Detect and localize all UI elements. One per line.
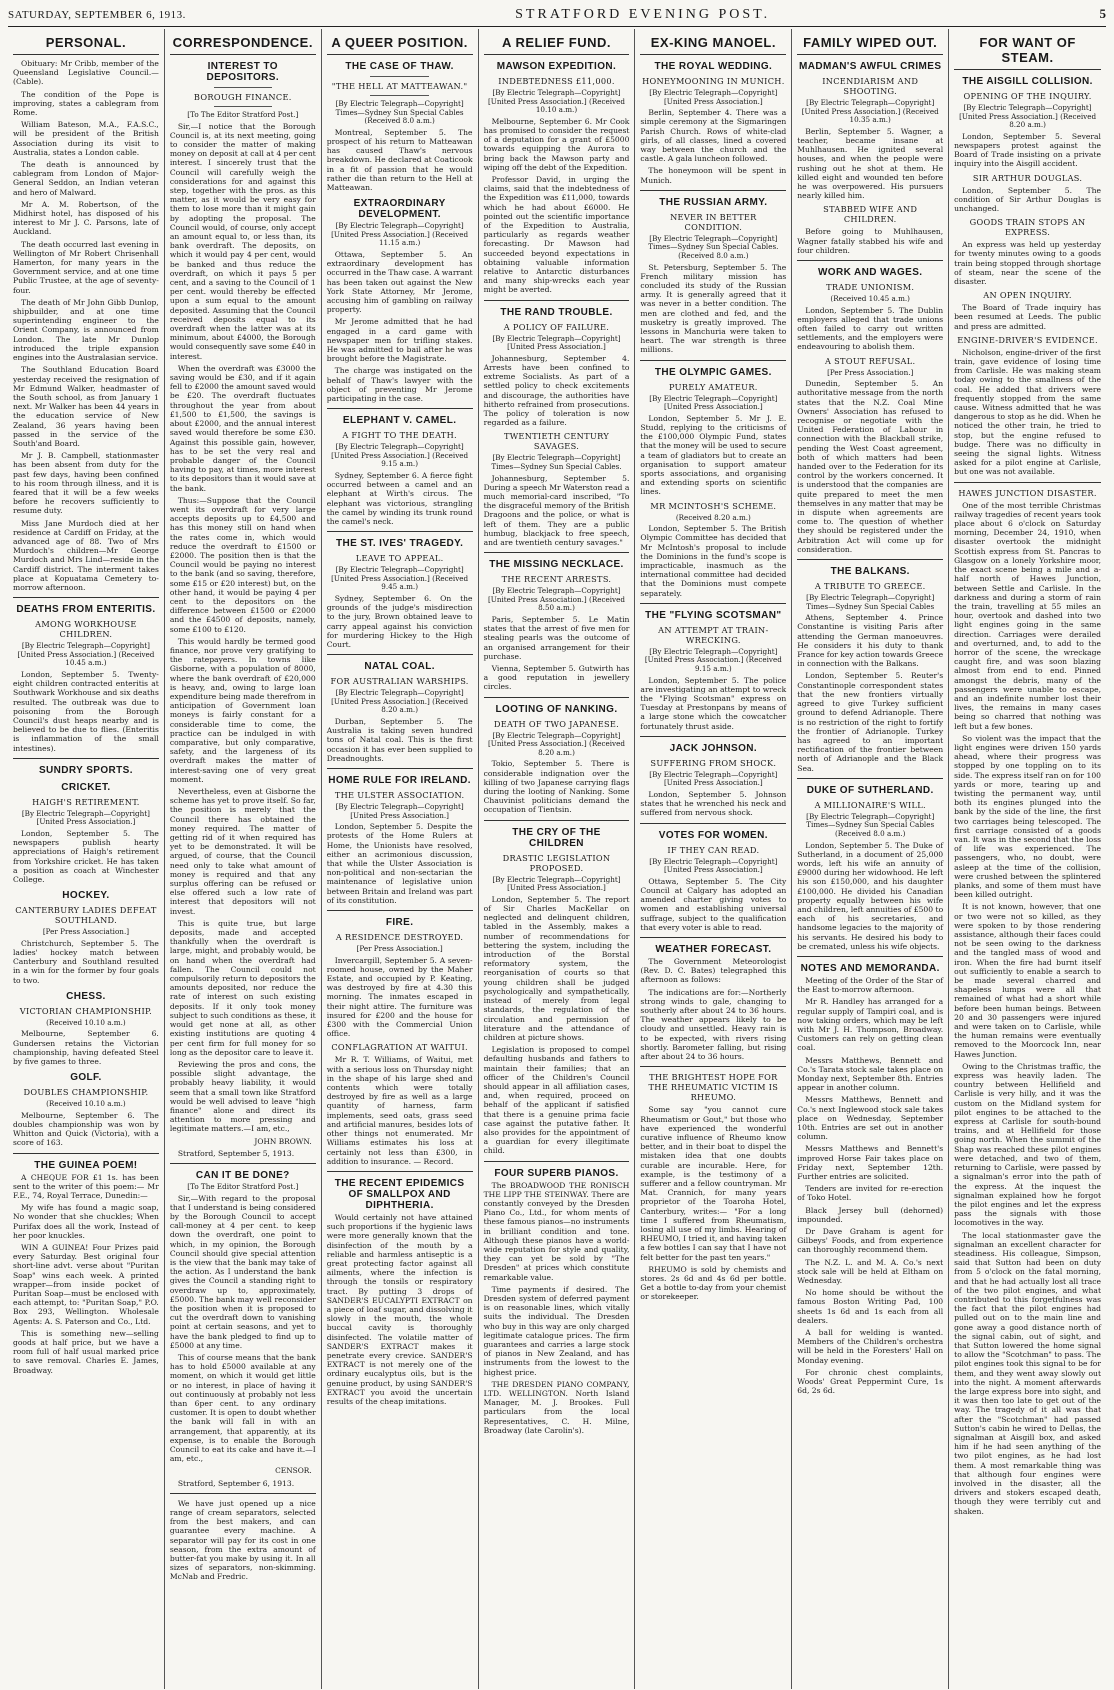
paragraph: Dunedin, September 5. An authoritative message from the north states that the N.Z. Coal Mine Owners' Association has refused to recognise or negotiate with the United Federation of Labour in connection with the Blackball strike, pending the West Coast agreement, both of which matters had been handed over to the Federation for its control by the workers concerned. It is understood that the companies are quite prepared to meet the men themselves in any matter that may be in dispute when agreements are come to. The question of whether they should be registered under the Arbitration Act will come up for consideration. (797, 379, 944, 554)
paragraph: Mr R. Handley has arranged for a regular supply of Tampiri coal, and is now taking orders, which may be left with Mr J. H. Thompson, Broadway. Customers can rely on getting clean coal. (797, 997, 944, 1053)
paragraph: William Bateson, M.A., F.A.S.C., will be president of the British Association during its visit to Australia, states a London cable. (13, 120, 159, 157)
dateline: [By Electric Telegraph—Copyright] [United Press Association.] (Received 8.20 a.m.) (331, 688, 469, 715)
paragraph: Stratford, September 5, 1913. (177, 1148, 295, 1158)
column-1 (8, 29, 165, 1689)
article-headline: THE RUSSIAN ARMY. (659, 196, 768, 208)
newspaper-title: STRATFORD EVENING POST. (515, 7, 771, 22)
article-headline: INTEREST TO DEPOSITORS. (206, 61, 280, 83)
column-headline: FOR WANT OF STEAM. (954, 29, 1101, 70)
paragraph: Ottawa, September 5. The City Council at Calgary has adopted an amended charter giving votes to women and establishing universal suffrage, subject to the qualification that every voter is able to read. (640, 876, 787, 932)
column-3 (322, 29, 479, 1689)
article-subheadline: AN OPEN INQUIRY. (983, 290, 1072, 301)
dateline: [By Electric Telegraph—Copyright] Times—Sydney Sun Special Cables (Received 8.0 a.m.) (806, 811, 935, 838)
article-subheadline: HAIGH'S RETIREMENT. (32, 796, 140, 807)
paragraph: Black Jersey bull (dehorned) impounded. (797, 1205, 944, 1224)
paragraph: Athens, September 4. Prince Constantine is visiting Paris after attending the German manoeuvres. He considers it his duty to thank France for key action towards Greece in connection with the Balkans. (797, 613, 944, 669)
dateline: [By Electric Telegraph—Copyright] [United Press Association.] (21, 808, 150, 827)
paragraph: London, September 5. The report of Sir Charles MacKellar on neglected and delinquent children, tabled in the Assembly, makes a number of recommendations for bettering the system, including the introduction of the Borstal reformatory system, the reorganisation of courts so that young children shall be judged psychologically and sympathetically, instead of merely from legal standards, the regulation of the circulation and permission of literature and the attendance of children at picture shows. (483, 894, 630, 1042)
issue-date: SATURDAY, SEPTEMBER 6, 1913. (8, 9, 186, 21)
paragraph: London, September 5. Mr J. E. Studd, replying to the criticisms of the £100,000 Olympic Fund, states that the money will be used to secure a team of gladiators but to create an organisation to support amateur sports associations, and organising and extending sports on scientific lines. (640, 413, 787, 497)
article-headline: VOTES FOR WOMEN. (658, 829, 768, 841)
divider (640, 937, 786, 938)
dateline: [By Electric Telegraph—Copyright] [United Press Association.] (Received 8.50 a.m.) (487, 586, 625, 613)
article-headline: THE CASE OF THAW. (345, 61, 454, 72)
article-headline: NOTES AND MEMORANDA. (800, 962, 940, 974)
article-subheadline: PURELY AMATEUR. (669, 381, 758, 392)
dateline: [By Electric Telegraph—Copyright] [United Press Association.] (649, 856, 778, 875)
paragraph: This would hardly be termed good finance, nor prove very gratifying to the ratepayers. In towns like Gisborne, with a population of 8000, where the bank overdraft of £20,000 is heavy, and, owing to large loan expenditure being made therefrom in anticipation of Government loan moneys is fairly constant for a considerable time to come, the practice can be indulged in with comparative, but only comparative, safety, and the largeness of its overdraft makes the matter of interest-saving one of very great moment. (169, 636, 316, 784)
paragraph: London, September 5. The Dublin employers alleged that trade unions often failed to carry out written settlements, and the employers were endeavouring to abolish them. (797, 305, 944, 352)
paragraph: For chronic chest complaints, Woods' Great Peppermint Cure, 1s 6d, 2s 6d. (797, 1367, 944, 1396)
dateline: [To The Editor Stratford Post.] (187, 1181, 299, 1191)
article-headline: THE AISGILL COLLISION. (962, 76, 1093, 87)
paragraph: A ball for welding is wanted. Members of the Children's orchestra will be held in the Foresters' Hall on Monday evening. (797, 1328, 944, 1365)
paragraph: The charge was instigated on the behalf of Thaw's lawyer with the object of preventing Mr Jerome participating in the case. (326, 366, 473, 404)
paragraph: The honeymoon will be spent in Munich. (640, 166, 787, 185)
paragraph: Professor David, in urging the claims, said that the indebtedness of the Expedition was £11,000, towards which he had about £6000. He pointed out the scientific importance of the Expedition to Australia, particularly as regards weather forecasting. Dr Mawson had succeeded beyond expectations in obtaining valuable information relative to Antarctic disturbances and many ship-wrecks each year might be averted. (483, 175, 630, 295)
article-headline: THE ST. IVES' TRAGEDY. (335, 538, 464, 550)
dateline: [By Electric Telegraph—Copyright] Times—Sydney Sun Special Cables. (491, 453, 622, 472)
paragraph: Ottawa, September 5. An extraordinary development has occurred in the Thaw case. A warrant has been taken out against the New York State Attorney, Mr Jerome, accusing him of gambling on railway property. (326, 249, 473, 315)
article-headline: CRICKET. (61, 781, 111, 793)
divider (797, 559, 943, 560)
page-number: 5 (1099, 6, 1106, 21)
paragraph: Tenders are invited for re-erection of Toko Hotel. (797, 1184, 944, 1203)
article-subheadline: A STOUT REFUSAL. (825, 355, 916, 366)
paragraph: Some say "you cannot cure Rheumatism or Gout," but those who have experienced the wonderful curative influence of Rheumo know better, and in their boat to dispel the mistaken idea that one doubts curable are incurable. Here, for example, is the testimony of a sufferer and a fellow countryman. Mr Mat. Crannich, for many years proprietor of the Toaroha Hotel, Canterbury, writes:— "For a long time I suffered from Rheumatism, losing all use of my limbs. Hearing of RHEUMO, I tried it, and having taken a few bottles I can say that I have not felt better for the past ten years." (640, 1105, 787, 1262)
article-headline: THE "FLYING SCOTSMAN" (645, 609, 782, 621)
paragraph: Tokio, September 5. There is considerable indignation over the killing of two Japanese carrying flags during the looting of Nanking. Some Chauvinist politicians demand the occupation of Tientsin. (483, 759, 630, 815)
article-headline: THE CRY OF THE CHILDREN (512, 826, 601, 849)
divider (484, 552, 630, 553)
article-headline: JACK JOHNSON. (669, 742, 758, 754)
short-divider (214, 87, 272, 88)
paragraph: Invercargill, September 5. A seven-roomed house, owned by the Maher Estate, and occupied by P. Keating, was destroyed by fire at 4.30 this morning. The inmates escaped in their night attire. The furniture was insured for £200 and the house for £300 with the Commercial Union office. (326, 955, 473, 1039)
paragraph: The indications are for:—Northerly strong winds to gale, changing to southerly after about 24 to 36 hours. The weather appears likely to be cloudy and unsettled. Heavy rain is to be expected, with rivers rising shortly. Barometer falling, but rising after about 24 to 36 hours. (640, 987, 787, 1062)
paragraph: The local stationmaster gave the signalman an excellent character for steadiness. His colleague, Simpson, said that Sutton had been on duty from 5 o'clock on the fatal morning, and that he had actually lost all trace of the two pilot engines, and what contributed to this forgetfulness was the fact that the pilot engines had pulled out on to the main line and gone away a good distance north of the signal cabin, out of sight, and that Sutton lowered the home signal to allow the "Scotchman" to pass. The pilot engines took this signal to be for them, and they went away slowly out into the night. A moment afterwards the large express bore into sight, and it was then too late to get out of the way. The tragedy of it all was that after the "Scotchman" had passed Sutton's cabin he wired to Dellas, the signalman at Aisgill box, and asked him if he had seen anything of the two pilot engines, as he had lost them. A most remarkable thing was that although four engines were involved in the disaster, all the drivers and stokers escaped death, though they were terribly cut and shaken. (954, 1230, 1101, 1516)
article-headline: THE MISSING NECKLACE. (489, 559, 624, 571)
short-divider (370, 76, 428, 77)
paragraph: WIN A GUINEA! Four Prizes paid every Saturday. Best original four short-line advt. verse about "Puritan Soap" wins each week. A printed wrapper—from inside pocket of Puritan Soap—must be enclosed with each attempt, to: "Puritan Soap," P.O. Box 293, Wellington. Wholesale Agents: A. S. Paterson and Co., Ltd. (13, 1243, 159, 1326)
article-headline: WEATHER FORECAST. (655, 944, 772, 956)
dateline: [By Electric Telegraph—Copyright] [United Press Association.] (Received 10.10 a.m.) (487, 88, 625, 115)
column-headline: FAMILY WIPED OUT. (797, 29, 943, 55)
divider (484, 300, 630, 301)
article-subheadline: CANTERBURY LADIES DEFEAT SOUTHLAND. (15, 905, 157, 926)
article-subheadline: TWENTIETH CENTURY SAVAGES. (503, 431, 610, 452)
paragraph: Melbourne, September 6. Gundersen retains the Victorian championship, having defeated Steel by five games to three. (13, 1029, 159, 1066)
paragraph: Durban, September 5. The Australia is taking seven hundred tons of Natal coal. This is the first occasion it has ever been supplied to Dreadnoughts. (326, 717, 473, 763)
paragraph: The Government Meteorologist (Rev. D. C. Bates) telegraphed this afternoon as follows: (640, 957, 787, 985)
dateline: [By Electric Telegraph—Copyright] [United Press Association.] (Received 9.15 a.m.) (331, 442, 469, 469)
paragraph: London, September 5. Several newspapers protest against the Board of Trade insisting on a private inquiry into the Aisgill accident. (954, 131, 1101, 169)
article-subheadline: STABBED WIFE AND CHILDREN. (823, 204, 918, 225)
article-subheadline: AMONG WORKHOUSE CHILDREN. (35, 619, 137, 640)
divider (327, 408, 473, 409)
paragraph: THE DRESDEN PIANO COMPANY, LTD. WELLINGTON. North Island Manager, M. J. Brookes. Full particulars from the local Representatives, C. H. Milne, Broadway (late Carolin's). (483, 1379, 630, 1435)
divider (640, 603, 786, 604)
paragraph: Mr R. T. Williams, of Waitui, met with a serious loss on Thursday night in the shape of his large shed and contents which were totally destroyed by fire as well as a large quantity of harness, farm implements, seed oats, grass seed and artificial manures, besides lots of other things not enumerated. Mr Williams estimates his loss at certainly not less than £300, in addition to insurance. — Record. (326, 1055, 473, 1166)
divider (640, 1066, 786, 1067)
article-headline: FIRE. (385, 917, 414, 929)
paragraph: Messrs Matthews, Bennett and Co.'s Tarata stock sale takes place on Monday next, September 8th. Entries appear in another column. (797, 1055, 944, 1093)
paragraph: Would certainly not have attained such proportions if the hygienic laws were more generally known that the disinfection of the mouth by a reliable and harmless antiseptic is a great protecting factor against all ailments, where the infection is through the tonsils or respiratory tract. By putting 3 drops of SANDER'S EUCALYPTI EXTRACT on a piece of loaf sugar, and dissolving it slowly in the mouth, the whole buccal cavity is thoroughly disinfected. The volatile matter of SANDER'S EXTRACT makes it penetrate every crevice. SANDER'S EXTRACT is not merely one of the ordinary eucalyptus oils, but is the genuine product, by using SANDER'S EXTRACT you avoid the uncertain results of the cheap imitations. (326, 1212, 473, 1406)
article-headline: THE BALKANS. (830, 566, 910, 578)
short-divider (214, 106, 272, 107)
paragraph: London, September 5. The British Olympic Committee has decided that Mr McIntosh's proposal to include the Dominions in the fund's scope is impracticable, inasmuch as the international committee had decided that the Dominions must compete separately. (640, 524, 787, 598)
article-subheadline: LEAVE TO APPEAL. (355, 553, 444, 564)
paragraph: Berlin, September 5. Wagner, a teacher, became insane at Muhlhausen. He ignited several houses, and when the people were rushing out he shot at them. He killed eight and wounded ten before he was overpowered. His pursuers nearly killed him. (797, 126, 944, 201)
paragraph: Christchurch, September 5. The ladies' hockey match between Canterbury and Southland resulted in a win for the former by four goals to two. (13, 938, 159, 985)
divider (327, 910, 473, 911)
columns-container (8, 29, 1106, 1689)
paragraph: London, September 5. Twenty-eight children contracted enteritis at Southwark Workhouse and six deaths resulted. The outbreak was due to poisoning from the Borough Council's dust heaps nearby and is believed to be due to flies. (Enteritis is inflammation of the small intestines). (13, 669, 159, 753)
article-subheadline: DOUBLES CHAMPIONSHIP. (23, 1087, 149, 1098)
paragraph: London, September 5. Despite the protests of the Home Rulers at Home, the Unionists have resolved, either an acrimonious discussion, that while the Ulster Association is non-political and non-sectarian the maintenance of legislative union between Britain and Ireland was part of its constitution. (326, 822, 473, 905)
dateline: [By Electric Telegraph—Copyright] Times—Sydney Sun Special Cables. (Received 8.0 a.m.) (648, 233, 779, 260)
paragraph: Mr J. B. Campbell, stationmaster has been absent from duty for the past few days, having been confined to his room through illness, and it is feared that it will be a few weeks before he recovers sufficiently to resume duty. (13, 451, 159, 516)
divider (327, 654, 473, 655)
article-subheadline: BOROUGH FINANCE. (193, 92, 292, 102)
article-subheadline: TRADE UNIONISM. (826, 282, 915, 293)
divider (797, 956, 943, 957)
paragraph: The condition of the Pope is improving, states a cablegram from Rome. (13, 89, 159, 118)
paragraph: London, September 5. The condition of Sir Arthur Douglas is unchanged. (954, 185, 1101, 213)
paragraph: It is not known, however, that one or two were not so killed, as they were spoken to by those rendering assistance, although their faces could not be seen owing to the darkness and the tangled mass of wood and iron. When the fire had burnt itself out sufficiently to enable a search to be made several charred and shapeless lumps were all that remained of what had a short while before been human beings. Between 20 and 30 passengers were injured and were taken on to Carlisle, while the human remains were eventually removed to the Moorcock Inn, near Hawes Junction. (954, 902, 1101, 1059)
article-subheadline: "THE HELL AT MATTEAWAN." (331, 81, 468, 91)
paragraph: London, September 5. Johnson states that he wrenched his neck and suffered from nervous shock. (640, 790, 787, 818)
paragraph: The death of Mr John Gibb Dunlop, shipbuilder, and at one time superintending engineer to the Orient Company, is announced from London. The late Mr Dunlop introduced the triple expansion engines into the Australasian service. (13, 297, 159, 363)
paragraph: My wife has found a magic soap, No wonder that she chuckles; When Purifax does all the work, Instead of her poor knuckles. (13, 1203, 159, 1240)
masthead (8, 6, 1106, 27)
dateline: [By Electric Telegraph—Copyright] [United Press Association.] (Received 11.15 a.m.) (331, 221, 469, 248)
divider (484, 697, 630, 698)
dateline: [By Electric Telegraph—Copyright] [United Press Association.] (649, 769, 778, 788)
column-headline: EX-KING MANOEL. (640, 29, 786, 55)
article-subheadline: AN ATTEMPT AT TRAIN-WRECKING. (658, 624, 769, 645)
paragraph: Mr A. M. Robertson, of the Midhirst hotel, has disposed of his interest to Mr J. C. Parsons, late of Auckland. (13, 199, 159, 237)
article-subheadline: FOR AUSTRALIAN WARSHIPS. (330, 676, 469, 687)
paragraph: Legislation is proposed to compel defaulting husbands and fathers to maintain their families; that an officer of the Children's Council should appear in all affiliation cases, and, when required, proceed on behalf of the applicant if satisfied that there is a genuine prima facie case against the putative father. It also provides for the appointment of a guardian for every illegitimate child. (483, 1045, 630, 1156)
dateline: [By Electric Telegraph—Copyright] Times—Sydney Sun Special Cables (Received 8.0 a.m.) (335, 99, 464, 126)
article-headline: ELEPHANT V. CAMEL. (342, 415, 457, 427)
paragraph: The Southland Education Board yesterday received the resignation of Mr Edmund Walker, headmaster of the South school, as from January 1 next. Mr Walker has been 44 years in the education service of New Zealand, 36 years having been passed in the service of the South'and Board. (13, 365, 159, 448)
paragraph: A CHEQUE FOR £1 1s. has been sent to the writer of this poem:— Mr F.E., 74, Royal Terrace, Dunedin:— (13, 1172, 159, 1201)
paragraph: Johannesburg, September 4. Arrests have been confined to extreme Socialists. As part of a settled policy to check excitements and discourage, the authorities have hitherto refrained from prosecutions. The policy of toleration is now regarded as a failure. (483, 353, 630, 428)
paragraph: London, September 5. Reuter's Constantinople correspondent states that the new frontiers virtually agreed to give Turkey sufficient ground to defend Adrianople. There is no restriction of the right to fortify the frontier of Adrianople. Turkey has agreed to an important rectification of the frontier between north of Adrianople and the Black Sea. (797, 671, 944, 773)
paragraph: This is something new—selling goods at half price, but we have a room full of half usual marked price to save removal. Charles E. James, Broadway. (13, 1328, 159, 1375)
article-subheadline: NEVER IN BETTER CONDITION. (670, 211, 757, 232)
paragraph: The death occurred last evening in Wellington of Mr Robert Chrisenhall Hamerton, for many years in the Government service, and at one time Public Trustee, at the age of seventy-four. (13, 239, 159, 295)
dateline: [By Electric Telegraph—Copyright] [United Press Association.] (335, 802, 464, 820)
article-headline: NATAL COAL. (364, 661, 435, 673)
divider (170, 1493, 316, 1494)
paragraph: This is quite true, but large deposits, made and accepted thankfully when the overdraft is large, might, and probably would, be on hand when the overdraft had fallen. The Council could not compulsorily return to depositors the amounts deposited, nor reduce the rate of interest on such existing deposits. If it only took money subject to such conditions as these, it would get none at all, as other existing institutions are quoting 4 per cent firm for full money for so long as the depositor care to leave it. (169, 918, 316, 1057)
dateline: [By Electric Telegraph—Copyright] [United Press Association.] (649, 88, 778, 106)
paragraph: London, September 5. The Duke of Sutherland, in a document of 25,000 words, left his wife an annuity of £9000 during her widowhood. He left his son £150,000, and his daughter £100,000. He divided his Canadian property equally between his wife and children, left annuities of £500 to each of his secretaries, and handsome legacies to the majority of his servants. He desired his body to be cremated, unless his wife objects. (797, 840, 944, 951)
paragraph: RHEUMO is sold by chemists and stores. 2s 6d and 4s 6d per bottle. Get a bottle to-day from your chemist or storekeeper. (640, 1264, 787, 1302)
dateline: (Received 10.45 a.m.) (830, 294, 910, 304)
paragraph: Stratford, September 6, 1913. (177, 1478, 295, 1488)
signature: CENSOR. (275, 1466, 312, 1476)
article-headline: THE RECENT EPIDEMICS OF SMALLPOX AND DIPHTHERIA. (334, 1177, 465, 1211)
column-7 (949, 29, 1106, 1689)
dateline: [By Electric Telegraph—Copyright] [United Press Association.] (492, 874, 621, 893)
article-subheadline: CONFLAGRATION AT WAITUI. (331, 1042, 468, 1053)
article-headline: SUNDRY SPORTS. (38, 764, 133, 776)
paragraph: Messrs Matthews and Bennett's improved Horse Fair takes place on Friday next, September 12th. Further entries are solicited. (797, 1144, 944, 1181)
short-divider (370, 95, 428, 96)
divider (13, 758, 159, 759)
paragraph: The N.Z. L. and M. A. Co.'s next stock sale will be held at Eltham on Wednesday. (797, 1257, 944, 1286)
paragraph: Obituary: Mr Cribb, member of the Queensland Legislative Council.—(Cable). (13, 59, 159, 87)
dateline: [By Electric Telegraph—Copyright] [United Press Association.] (Received 9.15 a.m.) (644, 646, 782, 674)
article-subheadline: SIR ARTHUR DOUGLAS. (972, 172, 1083, 183)
article-subheadline: MR MCINTOSH'S SCHEME. (650, 500, 777, 511)
article-headline: THE OLYMPIC GAMES. (654, 366, 772, 378)
article-subheadline: ENGINE-DRIVER'S EVIDENCE. (957, 334, 1098, 345)
paragraph: Sir,—I notice that the Borough Council is, at its next meeting, going to consider the matter of making money on deposit at call at 4 per cent interest. I sincerely trust that the Council will carefully weigh the considerations for and against this step, together with the pros. as this matter, as it would be very easy for them to lose more than it might gain by adopting the proposal. The Council would, of course, only accept an amount equal to, or less than, its bank overdraft. The deposits, on which it would pay 4 per cent, would be banked and thus reduce the overdraft, on which it pays 5 per cent, and a saving to the Council of 1 per cent. would thereby be effected upon a sum equal to the amount deposited. Assuming that the Council received deposits equal to its overdraft when the latter was at its minimum, about £4000, the Borough would consequently save some £40 in interest. (169, 121, 316, 361)
divider (170, 1163, 316, 1164)
dateline: [Per Press Association.] (42, 927, 130, 937)
article-headline: THE GUINEA POEM! (34, 1159, 138, 1171)
paragraph: Johannesburg, September 5. During a speech Mr Waterston read a much memorial-card inscribed, "To the disgraceful memory of the British Dragoons and the police, or what is left of them. They are a public humbug, blackjack to free speech, and are twentieth century savages." (483, 473, 630, 548)
article-subheadline: OPENING OF THE INQUIRY. (963, 91, 1092, 101)
article-subheadline: SUFFERING FROM SHOCK. (650, 757, 777, 768)
paragraph: Vienna, September 5. Gutwirth has a good reputation in jewellery circles. (483, 664, 630, 692)
column-headline: CORRESPONDENCE. (170, 29, 316, 55)
dateline: [By Electric Telegraph—Copyright] [United Press Association.] (Received 8.20 a.m.) (959, 103, 1097, 130)
paragraph: Reviewing the pros and cons, the possible slight advantage, the probably heavy liability, it would seem that a small town like Stratford would be well advised to leave "high finance" alone and direct its attention to more pressing and legitimate matters.—I am, etc., (169, 1059, 316, 1134)
paragraph: Messrs Matthews, Bennett and Co.'s next Inglewood stock sale takes place on Wednesday, September 10th. Entries are set out in another column. (797, 1095, 944, 1142)
dateline: [By Electric Telegraph—Copyright] [United Press Association.] (Received 8.20 a.m.) (487, 730, 625, 757)
dateline: [By Electric Telegraph—Copyright] [United Press Association.] (Received 9.45 a.m.) (331, 565, 469, 592)
article-headline: LOOTING OF NANKING. (495, 703, 618, 715)
dateline: (Received 8.20 a.m.) (675, 512, 751, 522)
article-headline: EXTRAORDINARY DEVELOPMENT. (353, 198, 446, 221)
paragraph: Mr Jerome admitted that he had engaged in a card game with newspaper men for trifling stakes. He was admitted to bail after he was brought before the Magistrate. (326, 317, 473, 364)
dateline: (Received 10.10 a.m.) (46, 1017, 126, 1027)
paragraph: Nevertheless, even at Gisborne the scheme has yet to prove itself. So far, the position is merely that the Council there has obtained the money required. The matter of getting rid of it when required has yet to be demonstrated. It will be argued, of course, that the Council need only to take what amount of money is required and that any surplus offering can be refused or else offered such a low rate of interest that depositors will not invest. (169, 787, 316, 916)
divider (484, 1161, 630, 1162)
article-subheadline: THE BRIGHTEST HOPE FOR THE RHEUMATIC VICTIM IS RHEUMO. (648, 1072, 779, 1103)
paragraph: This of course means that the bank has to hold £5000 available at any moment, on which it would get little or no interest, in place of having it out continuously at probably not less than 6per cent. to any ordinary customer. It is open to doubt whether the bank will fall in with an arrangement, that apparently, at its expense, is to enable the Borough Council to eat its cake and have it.—I am, etc., (169, 1352, 316, 1464)
article-subheadline: DEATH OF TWO JAPANESE. (493, 718, 620, 729)
article-subheadline: GOODS TRAIN STOPS AN EXPRESS. (969, 217, 1086, 238)
dateline: [To The Editor Stratford Post.] (187, 110, 299, 119)
article-subheadline: INCENDIARISM AND SHOOTING. (822, 76, 919, 96)
paragraph: The BROADWOOD THE RONISCH THE LIPP THE STEINWAY. There are constantly conveyed by the Dresden Piano Co., Ltd., for whom ments of these famous pianos—no instruments in brilliant condition and tone. Although these pianos have a world-wide reputation for style and quality, they can yet be sold by "The Dresden" at prices which constitute remarkable value. (483, 1180, 630, 1282)
column-6 (792, 29, 949, 1689)
paragraph: Nicholson, engine-driver of the first train, gave evidence of losing time from Carlisle. He was making steam today owing to the smallness of the coal. He added that drivers were frequently stopped from the same cause. Witness admitted that he was dangerous to stop as he did. When he noticed the other train, he tried to stop, but the engine refused to budge. There was no difficulty in seeing the signal lights. Witness asked for a pilot engine at Carlisle, but one was not available. (954, 347, 1101, 477)
paragraph: When the overdraft was £3000 the saving would be £30, and if it again fell to £2000 the amount saved would be £20. The overdraft fluctuates throughout the year from about £1,500 to £1,500, the savings is about £2000, and the annual interest saved would therefore be some £30. Against this possible gain, however, has to be set the very real and probable danger of the Council having to pay, at times, more interest to its depositors than it would save at the bank. (169, 363, 316, 493)
paragraph: We have just opened up a nice range of cream separators, selected from the best makers, and can guarantee every machine. A separator will pay for its cost in one season, from the extra amount of butter-fat you make by using it. In all sizes of separators, non-skimming. McNab and Fredric. (169, 1498, 316, 1582)
article-subheadline: A POLICY OF FAILURE. (503, 321, 610, 332)
paragraph: Sydney, September 6. On the grounds of the judge's misdirection to the jury, Brown obtained leave to carry appeal against his conviction for murdering Hickey to the High Court. (326, 594, 473, 650)
paragraph: Before going to Muhlhausen, Wagner fatally stabbed his wife and four children. (797, 227, 944, 255)
article-headline: DUKE OF SUTHERLAND. (806, 784, 934, 796)
paragraph: Owing to the Christmas traffic, the express was heavily laden. The country between Hellifield and Carlisle is very hilly, and it was the custom on the Midland system for pilot engines to be attached to the express at Carlisle for south-bound trains, and at Hellifield for those going north. When the summit of the Shap was reached these pilot engines were detached, and two of them, returning to Carlisle, were passed by a signalman's error into the path of the express. At the inquest the signalman explained how he forgot the pilot engines and let the express pass the signals with those locomotives in the way. (954, 1061, 1101, 1228)
article-headline: FOUR SUPERB PIANOS. (494, 1167, 619, 1179)
column-headline: A RELIEF FUND. (484, 29, 630, 55)
article-subheadline: THE ULSTER ASSOCIATION. (334, 790, 465, 801)
dateline: [By Electric Telegraph—Copyright] [United Press Association.] (Received 10.45 a.m.) (17, 641, 155, 668)
dateline: [By Electric Telegraph—Copyright] [United Press Association.] (649, 393, 778, 412)
article-subheadline: A TRIBUTE TO GREECE. (814, 581, 926, 592)
divider (327, 1171, 473, 1172)
divider (484, 820, 630, 821)
paragraph: One of the most terrible Christmas railway tragedies of recent years took place about 6 o'clock on Saturday morning, December 24, 1910, when disaster overtook the midnight Scottish express from St. Pancras to Glasgow on a lonely Yorkshire moor, the exact scene being a mile and a-half north of Hawes Junction, between Settle and Carlisle. In the darkness and during a storm of rain the train, travelling at 55 miles an hour, overtook and dashed into two light engines going in the same direction. Carriages were derailed and overturned, and, to add to the horror of the scene, the wreckage caught fire, and was soon blazing almost from end to end. Pinned amongst the debris, many of the passengers were unable to escape, and an indefinite number lost their lives, the remains in many cases being so charred that nothing was left but a few bones. (954, 500, 1101, 731)
article-headline: GOLF. (70, 1072, 102, 1084)
dateline: [By Electric Telegraph—Copyright] [United Press Association.] (Received 10.35 a.m.) (801, 98, 939, 125)
article-headline: MADMAN'S AWFUL CRIMES (798, 61, 942, 72)
column-headline: A QUEER POSITION. (327, 29, 473, 55)
article-headline: THE RAND TROUBLE. (500, 306, 613, 318)
paragraph: Thus:—Suppose that the Council went its overdraft for very large accepts deposits up to £4,500 and has this money still on hand when the rates come in, which would reduce the overdraft to £1500 or £2000. The position then is that the Council would be paying no interest to the bank (and so saving, therefore, some £15 or £20 interest) but, on the other hand, it would be paying 4 per cent to the depositors on the difference between £1500 or £2000 and the £4500 of deposits, namely, some £100 to £120. (169, 495, 316, 634)
article-subheadline: IF THEY CAN READ. (667, 844, 760, 855)
paragraph: An express was held up yesterday for twenty minutes owing to a goods train being stopped through shortage of steam, near the scene of the disaster. (954, 240, 1101, 287)
divider (13, 597, 159, 598)
article-headline: DEATHS FROM ENTERITIS. (16, 604, 156, 616)
paragraph: London, September 5. The newspapers publish hearty appreciations of Haigh's retirement from Yorkshire cricket. He has taken a position as coach at Winchester College. (13, 828, 159, 884)
article-subheadline: INDEBTEDNESS £11,000. (498, 76, 615, 86)
article-headline: THE ROYAL WEDDING. (654, 61, 773, 72)
signature: JOHN BROWN. (254, 1136, 312, 1146)
paragraph: Dr Dave Graham is agent for Gilbeys' Foods, and from experience can thoroughly recommend them. (797, 1227, 944, 1255)
article-headline: WORK AND WAGES. (817, 267, 923, 279)
paragraph: Meeting of the Order of the Star of the East to-morrow afternoon. (797, 975, 944, 995)
paragraph: The death is announced by cablegram from London of Major-General Seddon, an Indian veteran and hero of Malward. (13, 160, 159, 197)
paragraph: Melbourne, September 6. The doubles championship was won by Whitton and Quick (Victoria), with a score of 163. (13, 1110, 159, 1148)
paragraph: Montreal, September 5. The prospect of his return to Matteawan has caused Thaw's nervous breakdown. He declared at Coaticook in a fit of passion that he would rather die than return to the Hell at Matteawan. (326, 127, 473, 192)
column-5 (635, 29, 792, 1689)
paragraph: Sir,—With regard to the proposal that I understand is being considered by the Borough Council to accept call-money at 4 per cent. to keep down the overdraft, one point to which, in my opinion, the Borough Council should give special attention is the view that the bank may take of the action. As I understand the bank gives the Council a standing right to overdraw up to, approximately, £5000. The bank may well reconsider the position when it is proposed to cut the overdraft down to vanishing point at certain seasons, and yet to have the bank pledged to find up to £5000 at any time. (169, 1193, 316, 1350)
paragraph: No home should be without the famous Boston Writing Pad, 100 sheets 1s 6d and 1s each from all dealers. (797, 1288, 944, 1325)
divider (640, 190, 786, 191)
divider (640, 736, 786, 737)
article-subheadline: A RESIDENCE DESTROYED. (335, 932, 464, 943)
dateline: [Per Press Association.] (356, 944, 443, 954)
article-subheadline: HAWES JUNCTION DISASTER. (958, 487, 1097, 498)
divider (954, 482, 1101, 483)
paragraph: Paris, September 5. Le Matin states that the arrest of five men for stealing pearls was the outcome of an organised arrangement for their purchase. (483, 615, 630, 661)
divider (327, 531, 473, 532)
divider (327, 768, 473, 769)
article-subheadline: HONEYMOONING IN MUNICH. (642, 76, 785, 86)
article-headline: MAWSON EXPEDITION. (496, 61, 617, 72)
column-2 (165, 29, 322, 1689)
dateline: [By Electric Telegraph—Copyright] Times—Sydney Sun Special Cables (806, 593, 935, 611)
article-subheadline: THE RECENT ARRESTS. (501, 574, 612, 585)
divider (13, 1153, 159, 1154)
paragraph: Sydney, September 6. A fierce fight occurred between a camel and an elephant at Wirth's circus. The elephant was victorious, strangling the camel by winding its trunk round the camel's neck. (326, 471, 473, 527)
article-headline: CHESS. (66, 990, 106, 1002)
column-headline: PERSONAL. (13, 29, 159, 55)
divider (797, 778, 943, 779)
dateline: (Received 10.10 a.m.) (46, 1099, 126, 1109)
article-headline: HOCKEY. (62, 890, 110, 902)
article-subheadline: A FIGHT TO THE DEATH. (342, 430, 457, 441)
dateline: [By Electric Telegraph—Copyright] [United Press Association.] (492, 333, 621, 352)
divider (640, 823, 786, 824)
article-subheadline: A MILLIONAIRE'S WILL. (814, 799, 926, 810)
divider (797, 260, 943, 261)
divider (640, 360, 786, 361)
paragraph: St. Petersburg, September 5. The French military mission has concluded its study of the Russian army. It is generally agreed that it was never in a better condition. The men are clothed and fed, and the musketry is greatly improved. The lessons in Manchuria were taken to heart. The war strength is three millions. (640, 262, 787, 355)
paragraph: Time payments if desired. The Dresden system of deferred payment is on reasonable lines, which vitally suits the individual. The Dresden who buy in this way are only charged legitimate catalogue prices. The firm guarantees and carries a large stock of pianos in New Zealand, and has instruments from the lowest to the highest price. (483, 1284, 630, 1377)
paragraph: Melbourne, September 6. Mr Cook has promised to consider the request of a deputation for a grant of £5000 towards equipping the Aurora to bring back the Mawson party and wiping off the debt of the Expedition. (483, 116, 630, 172)
article-headline: CAN IT BE DONE? (195, 1169, 290, 1181)
dateline: [Per Press Association.] (827, 367, 914, 377)
article-headline: HOME RULE FOR IRELAND. (328, 775, 471, 787)
paragraph: So violent was the impact that the light engines were driven 150 yards ahead, where their progress was stopped by one toppling on to its side. The express itself ran on for 100 yards or more, tearing up and twisting the permanent way, until both its engines plunged into the bank by the side of the line, the first two carriages being telescoped. The first carriage consisted of a goods van. It was in the second that the loss of life was experienced. The passengers, who, no doubt, were asleep at the time of the collision, were crushed between the splintered planks, and some of them must have been killed outright. (954, 733, 1101, 900)
column-4 (479, 29, 636, 1689)
paragraph: Berlin, September 4. There was a simple ceremony at the Sigmaringen Parish Church. Rows of white-clad girls, of all classes, lined a covered way between the church and the castle. A gala luncheon followed. (640, 108, 787, 164)
article-subheadline: VICTORIAN CHAMPIONSHIP. (19, 1005, 153, 1016)
paragraph: London, September 5. The police are investigating an attempt to wreck the "Flying Scotsman" express on Tuesday at Prestonpans by means of a large stone which the cowcatcher fortunately thrust aside. (640, 675, 787, 731)
article-subheadline: DRASTIC LEGISLATION PROPOSED. (502, 852, 611, 873)
paragraph: The Board of Trade inquiry has been resumed at Leeds. The public and press are admitted. (954, 303, 1101, 331)
paragraph: Miss Jane Murdoch died at her residence at Cardiff on Friday, at the advanced age of 88. Two of Mrs Murdoch's children—Mr George Murdoch and Mrs Lind—reside in the Cardiff district. The interment takes place at Kopuatama Cemetery to-morrow afternoon. (13, 518, 159, 592)
